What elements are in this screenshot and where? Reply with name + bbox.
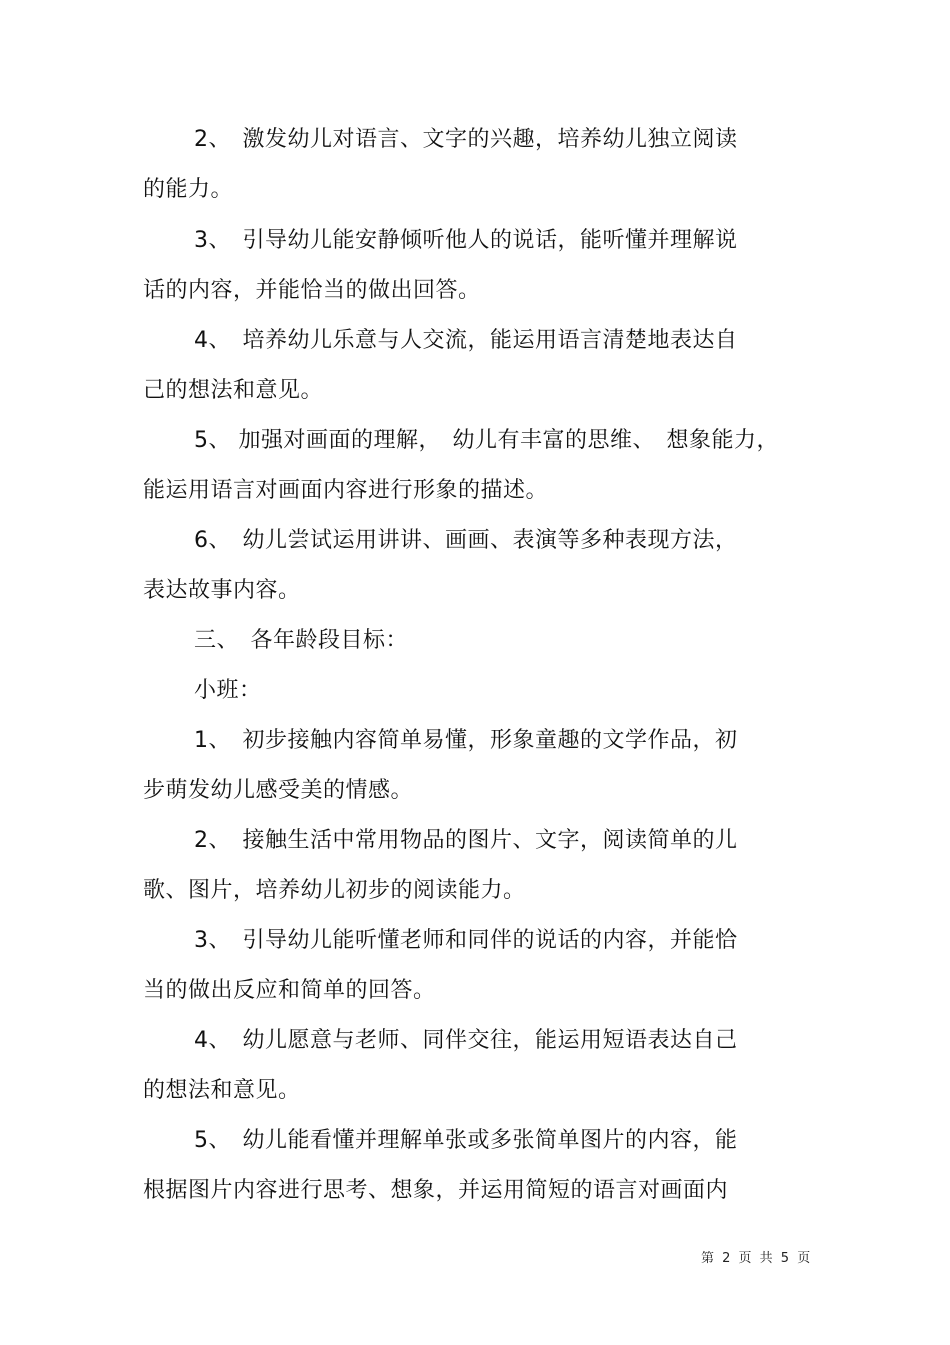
subsection-heading: 小班： bbox=[194, 678, 262, 703]
text-line-8: 能运用语言对画面内容进行形象的描述。 bbox=[143, 478, 549, 503]
text-line-22: 根据图片内容进行思考、想象，并运用简短的语言对画面内 bbox=[143, 1178, 729, 1203]
text-line-18: 当的做出反应和简单的回答。 bbox=[143, 978, 436, 1003]
text-line-17: 3、 引导幼儿能听懂老师和同伴的说话的内容，并能恰 bbox=[194, 928, 738, 953]
text-line-4: 话的内容，并能恰当的做出回答。 bbox=[143, 278, 481, 303]
text-line-2: 的能力。 bbox=[143, 177, 234, 202]
text-line-21: 5、 幼儿能看懂并理解单张或多张简单图片的内容，能 bbox=[194, 1128, 738, 1153]
text-line-20: 的想法和意见。 bbox=[143, 1078, 301, 1103]
text-line-6: 己的想法和意见。 bbox=[143, 378, 324, 403]
text-line-7: 5、 加强对画面的理解， 幼儿有丰富的思维、 想象能力， bbox=[194, 428, 779, 453]
text-line-9: 6、 幼儿尝试运用讲讲、画画、表演等多种表现方法， bbox=[194, 528, 738, 553]
page-number-footer: 第 2 页 共 5 页 bbox=[701, 1251, 813, 1266]
text-line-16: 歌、图片，培养幼儿初步的阅读能力。 bbox=[143, 878, 526, 903]
text-line-19: 4、 幼儿愿意与老师、同伴交往，能运用短语表达自己 bbox=[194, 1028, 738, 1053]
text-line-5: 4、 培养幼儿乐意与人交流，能运用语言清楚地表达自 bbox=[194, 328, 738, 353]
text-line-1: 2、 激发幼儿对语言、文字的兴趣，培养幼儿独立阅读 bbox=[194, 127, 738, 152]
text-line-10: 表达故事内容。 bbox=[143, 578, 301, 603]
text-line-3: 3、 引导幼儿能安静倾听他人的说话，能听懂并理解说 bbox=[194, 228, 738, 253]
section-heading: 三、 各年龄段目标： bbox=[194, 628, 409, 653]
text-line-13: 1、 初步接触内容简单易懂，形象童趣的文学作品，初 bbox=[194, 728, 738, 753]
text-line-14: 步萌发幼儿感受美的情感。 bbox=[143, 778, 414, 803]
text-line-15: 2、 接触生活中常用物品的图片、文字，阅读简单的儿 bbox=[194, 828, 738, 853]
